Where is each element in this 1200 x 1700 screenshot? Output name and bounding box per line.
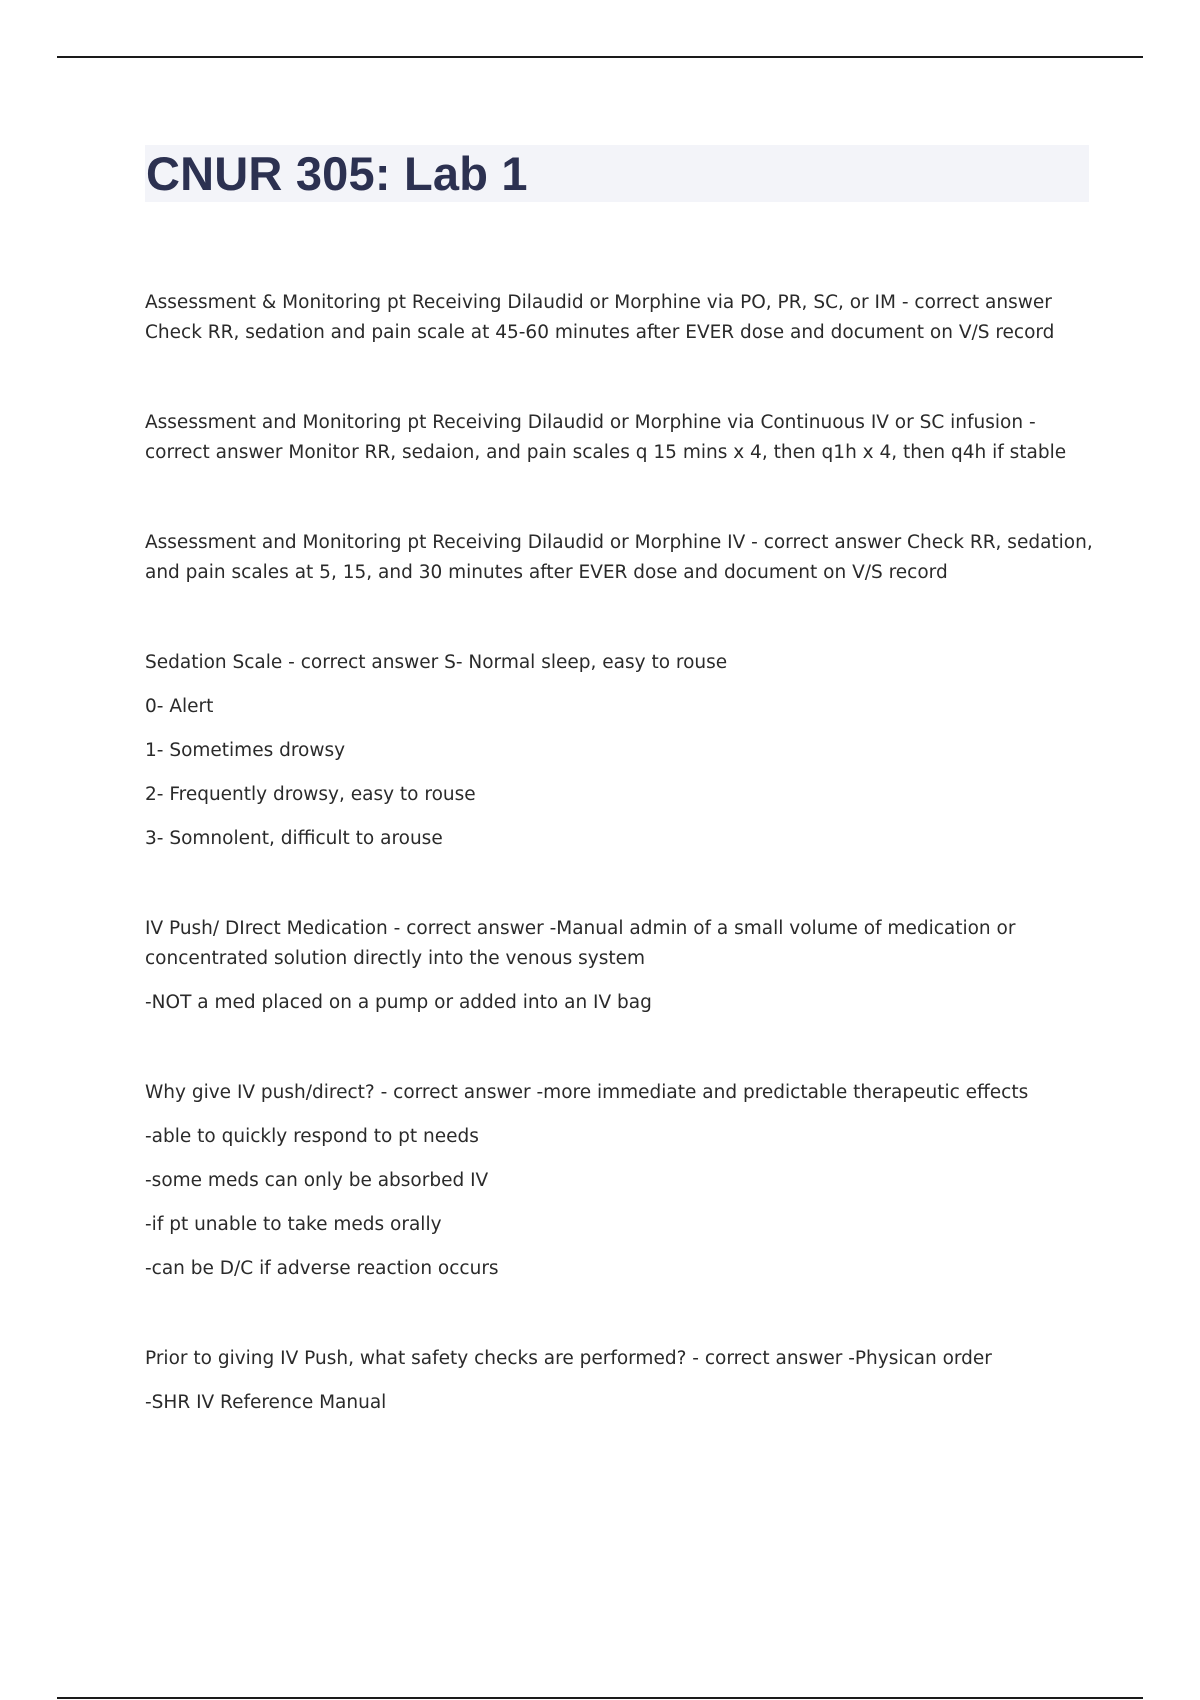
flashcard-line: 2- Frequently drowsy, easy to rouse [145, 784, 476, 805]
flashcard-line: Prior to giving IV Push, what safety checks are performed? - correct answer -Physican order [145, 1348, 992, 1369]
flashcard-line: 3- Somnolent, difficult to arouse [145, 828, 443, 849]
flashcard-list [145, 288, 1105, 1478]
flashcard-line: -can be D/C if adverse reaction occurs [145, 1258, 499, 1279]
flashcard-line: -if pt unable to take meds orally [145, 1214, 442, 1235]
flashcard-line: -some meds can only be absorbed IV [145, 1170, 489, 1191]
flashcard-line: Assessment and Monitoring pt Receiving Dilaudid or Morphine IV - correct answer Check RR, sedation, and pain scales at 5, 15, and 30 minutes after EVER dose and document on V/S record [145, 532, 1093, 583]
flashcard-line: IV Push/ DIrect Medication - correct answer -Manual admin of a small volume of medication or concentrated solution directly into the venous system [145, 918, 1016, 969]
flashcard-line: Assessment and Monitoring pt Receiving Dilaudid or Morphine via Continuous IV or SC infusion - correct answer Monitor RR, sedaion, and pain scales q 15 mins x 4, then q1h x 4, then q4h if stable [145, 412, 1067, 463]
flashcard-2 [145, 528, 1105, 588]
flashcard-line: Why give IV push/direct? - correct answer -more immediate and predictable therapeutic effects [145, 1082, 1029, 1103]
bottom-rule [57, 1697, 1143, 1699]
flashcard-line: Sedation Scale - correct answer S- Normal sleep, easy to rouse [145, 652, 728, 673]
flashcard-4 [145, 914, 1105, 1018]
document-title: CNUR 305: Lab 1 [146, 147, 528, 200]
flashcard-line: Assessment & Monitoring pt Receiving Dilaudid or Morphine via PO, PR, SC, or IM - correct answer Check RR, sedation and pain scale at 45-60 minutes after EVER dose and document on V/S record [145, 292, 1055, 343]
flashcard-5 [145, 1078, 1105, 1284]
flashcard-0 [145, 288, 1105, 348]
flashcard-line: -SHR IV Reference Manual [145, 1392, 387, 1413]
flashcard-line: -NOT a med placed on a pump or added into an IV bag [145, 992, 652, 1013]
flashcard-line: 1- Sometimes drowsy [145, 740, 346, 761]
flashcard-3 [145, 648, 1105, 854]
flashcard-1 [145, 408, 1105, 468]
flashcard-6 [145, 1344, 1105, 1418]
flashcard-line: -able to quickly respond to pt needs [145, 1126, 479, 1147]
flashcard-line: 0- Alert [145, 696, 214, 717]
top-rule [57, 56, 1143, 58]
